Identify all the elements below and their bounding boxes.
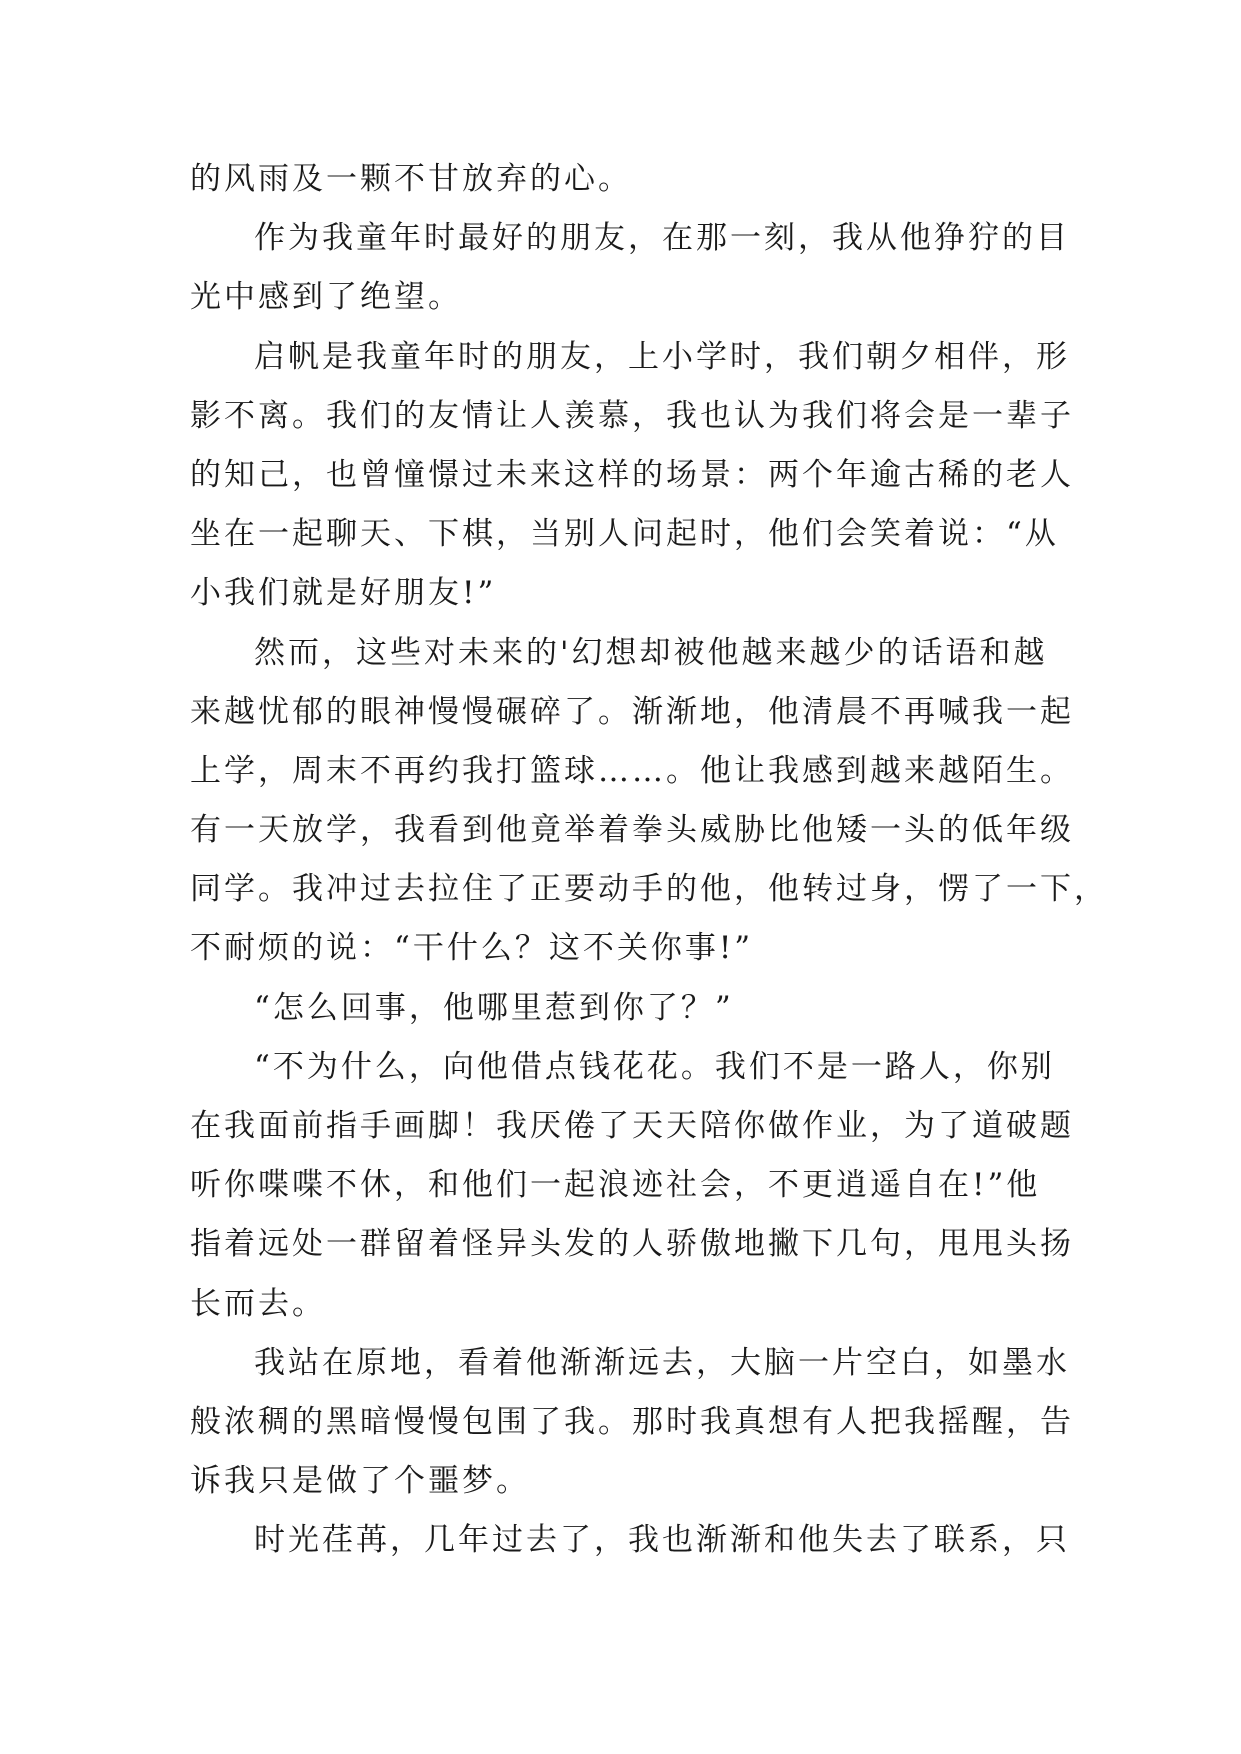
text-line: 指着远处一群留着怪异头发的人骄傲地撇下几句，甩甩头扬 [190,1226,1074,1263]
text-line: 上学，周末不再约我打篮球……。他让我感到越来越陌生。 [190,752,1074,789]
text-line: 时光荏苒，几年过去了，我也渐渐和他失去了联系，只 [254,1522,1070,1559]
text-line: 启帆是我童年时的朋友，上小学时，我们朝夕相伴，形 [254,338,1070,375]
text-line: 坐在一起聊天、下棋，当别人问起时，他们会笑着说：“从 [190,516,1059,553]
text-line: 光中感到了绝望。 [190,279,462,316]
text-line: 小我们就是好朋友!” [190,575,497,612]
text-line: 同学。我冲过去拉住了正要动手的他，他转过身，愣了一下， [190,871,1108,908]
text-line: 影不离。我们的友情让人羡慕，我也认为我们将会是一辈子 [190,397,1074,434]
text-line: 有一天放学，我看到他竟举着拳头威胁比他矮一头的低年级 [190,812,1074,849]
text-line: “不为什么，向他借点钱花花。我们不是一路人，你别 [254,1048,1055,1085]
text-line: 诉我只是做了个噩梦。 [190,1463,530,1500]
essay-body [190,150,1108,1571]
text-line: 般浓稠的黑暗慢慢包围了我。那时我真想有人把我摇醒，告 [190,1403,1074,1440]
text-line: 在我面前指手画脚！我厌倦了天天陪你做作业，为了道破题 [190,1108,1074,1144]
text-line: 长而去。 [190,1285,326,1322]
text-line: 来越忧郁的眼神慢慢碾碎了。渐渐地，他清晨不再喊我一起 [190,693,1074,730]
text-line: 不耐烦的说：“干什么？这不关你事!” [190,930,754,967]
text-line: 的风雨及一颗不甘放弃的心。 [190,161,632,197]
text-line: “怎么回事，他哪里惹到你了？” [254,989,734,1026]
text-line: 作为我童年时最好的朋友，在那一刻，我从他狰狞的目 [254,220,1070,257]
text-line: 然而，这些对未来的'幻想却被他越来越少的话语和越 [254,634,1048,671]
text-line: 的知己，也曾憧憬过未来这样的场景：两个年逾古稀的老人 [190,456,1074,493]
text-line: 我站在原地，看着他渐渐远去，大脑一片空白，如墨水 [254,1344,1070,1381]
text-line: 听你喋喋不休，和他们一起浪迹社会，不更逍遥自在!”他 [190,1167,1041,1204]
